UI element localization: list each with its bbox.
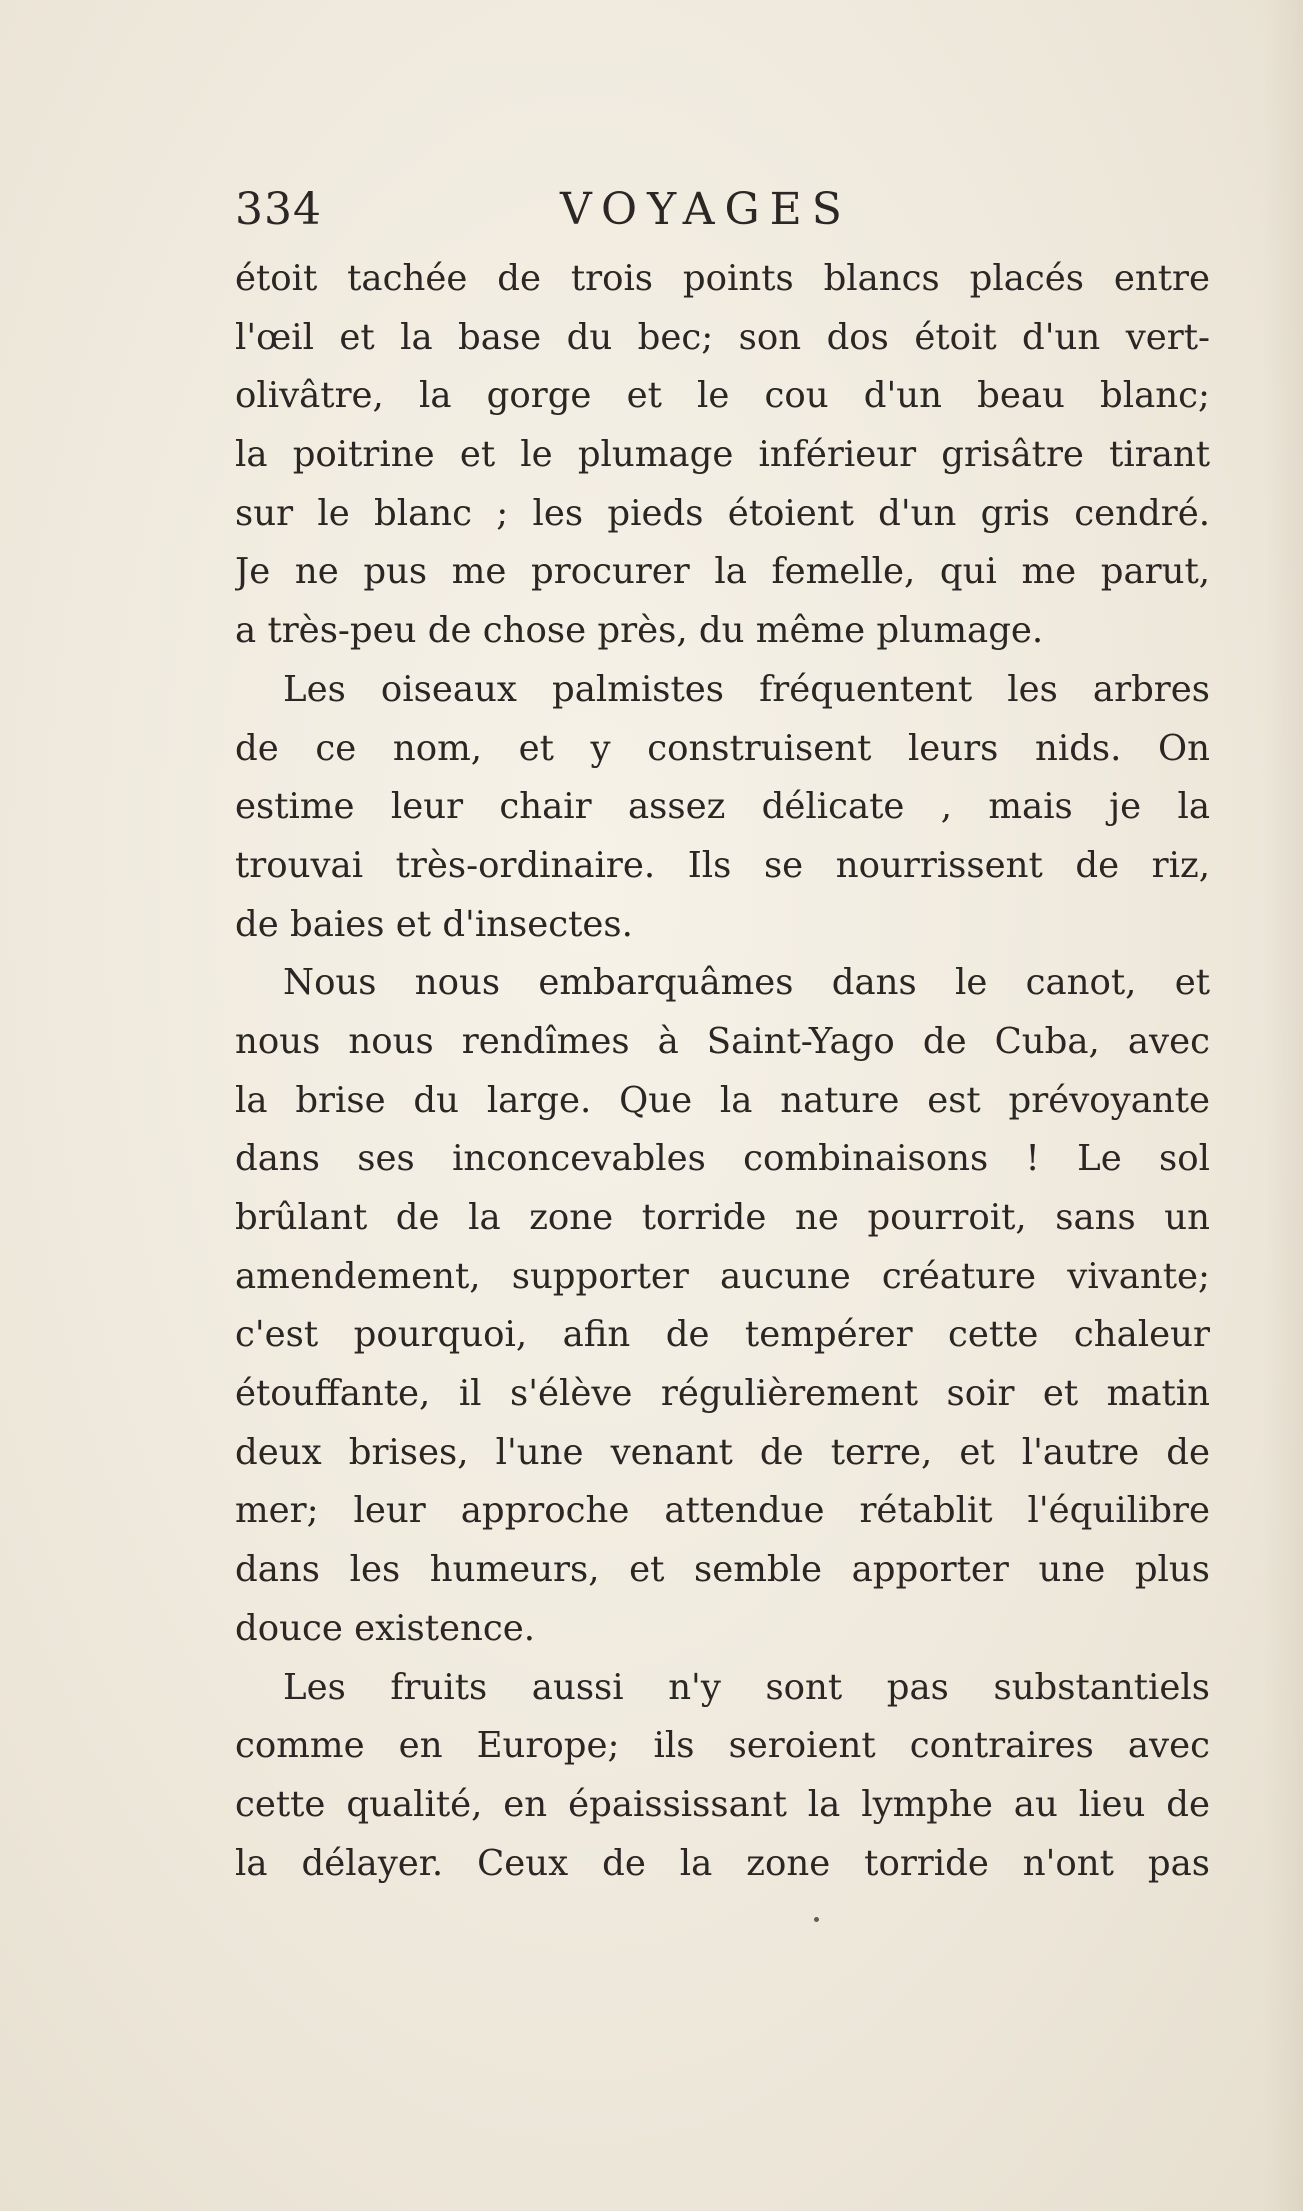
text-line: sur le blanc ; les pieds étoient d'un gris cendré. bbox=[235, 492, 1210, 534]
text-line: étoit tachée de trois points blancs placés entre bbox=[235, 258, 1210, 299]
text-line: de ce nom, et y construisent leurs nids. On bbox=[235, 727, 1210, 769]
text-line: étouffante, il s'élève régulièrement soir et matin bbox=[235, 1373, 1210, 1415]
page-header bbox=[235, 176, 1235, 246]
text-line: l'œil et la base du bec; son dos étoit d'un vert- bbox=[235, 316, 1210, 358]
text-line: trouvai très-ordinaire. Ils se nourrissent de riz, bbox=[235, 844, 1210, 886]
text-line: dans ses inconcevables combinaisons ! Le sol bbox=[235, 1138, 1210, 1180]
text-line: a très-peu de chose près, du même plumage. bbox=[235, 610, 1044, 652]
text-line: douce existence. bbox=[235, 1607, 536, 1649]
text-line: Les fruits aussi n'y sont pas substantiels bbox=[283, 1666, 1210, 1708]
text-line: Je ne pus me procurer la femelle, qui me parut, bbox=[235, 551, 1210, 593]
running-head: VOYAGES bbox=[560, 184, 852, 235]
text-line: mer; leur approche attendue rétablit l'équilibre bbox=[235, 1490, 1210, 1532]
text-line: Nous nous embarquâmes dans le canot, et bbox=[283, 962, 1210, 1004]
text-line: la poitrine et le plumage inférieur grisâtre tirant bbox=[235, 434, 1210, 476]
text-line: Les oiseaux palmistes fréquentent les arbres bbox=[283, 668, 1210, 710]
text-line: olivâtre, la gorge et le cou d'un beau blanc; bbox=[235, 375, 1210, 417]
text-line: amendement, supporter aucune créature vivante; bbox=[235, 1255, 1210, 1297]
ink-spot bbox=[814, 1917, 819, 1922]
page-number: 334 bbox=[235, 184, 322, 235]
text-line: de baies et d'insectes. bbox=[235, 903, 633, 945]
text-line: cette qualité, en épaississant la lymphe au lieu de bbox=[235, 1783, 1210, 1825]
text-line: brûlant de la zone torride ne pourroit, sans un bbox=[235, 1197, 1210, 1238]
text-line: comme en Europe; ils seroient contraires avec bbox=[235, 1725, 1210, 1767]
text-line: c'est pourquoi, afin de tempérer cette chaleur bbox=[235, 1314, 1210, 1356]
text-line: deux brises, l'une venant de terre, et l'autre de bbox=[235, 1431, 1210, 1473]
text-line: la brise du large. Que la nature est prévoyante bbox=[235, 1079, 1210, 1121]
text-line: estime leur chair assez délicate , mais je la bbox=[235, 786, 1210, 828]
text-line: dans les humeurs, et semble apporter une plus bbox=[235, 1549, 1210, 1591]
text-line: nous nous rendîmes à Saint-Yago de Cuba, avec bbox=[235, 1020, 1210, 1062]
text-line: la délayer. Ceux de la zone torride n'ont pas bbox=[235, 1842, 1210, 1884]
body-text bbox=[235, 250, 1210, 1893]
